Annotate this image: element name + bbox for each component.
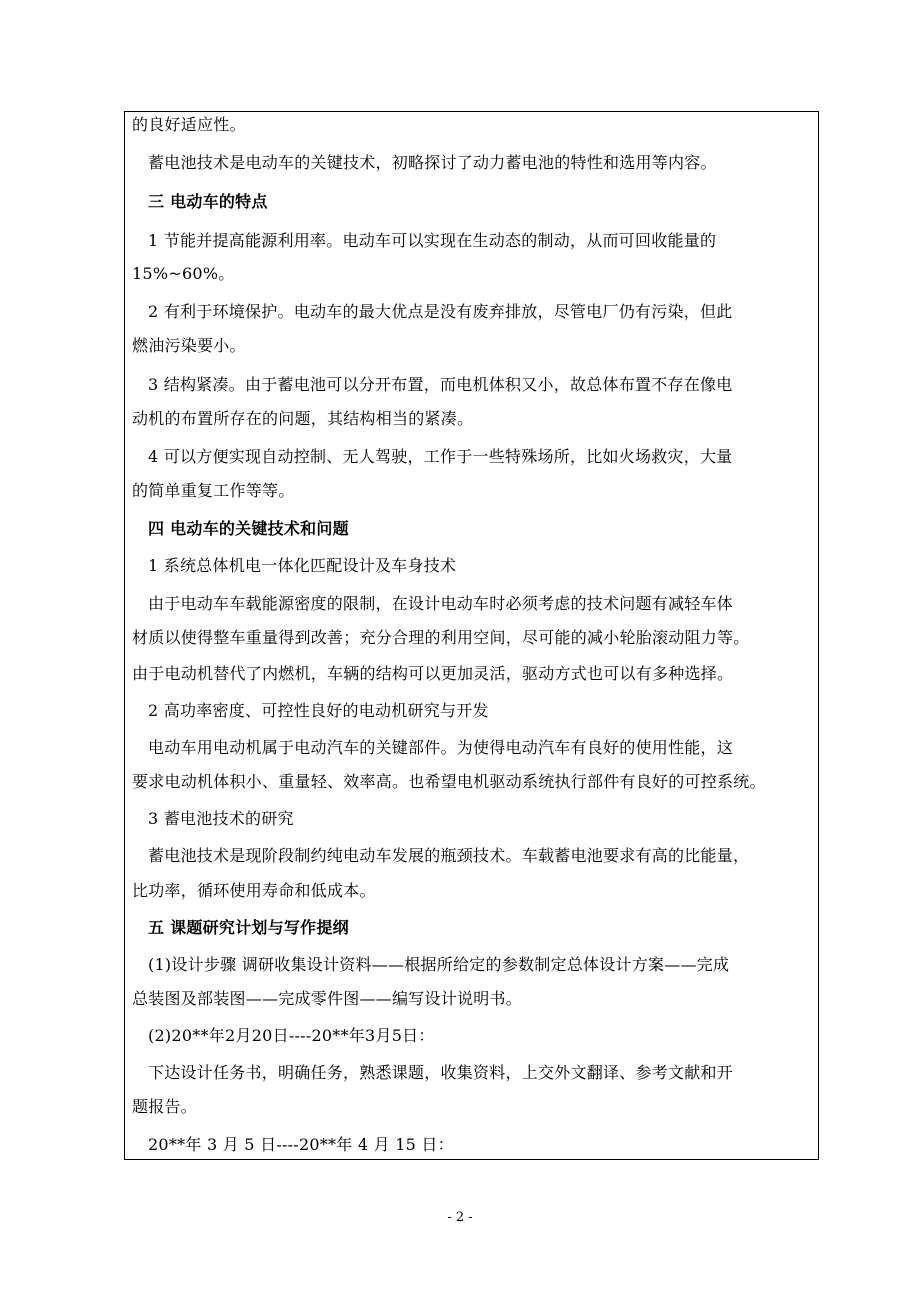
paragraph-line: 比功率，循环使用寿命和低成本。 xyxy=(132,881,376,900)
paragraph-line: 蓄电池技术是电动车的关键技术，初略探讨了动力蓄电池的特性和选用等内容。 xyxy=(148,153,717,172)
subsection-heading: 2 高功率密度、可控性良好的电动机研究与开发 xyxy=(148,701,489,720)
paragraph-line: 2 有利于环境保护。电动车的最大优点是没有废弃排放，尽管电厂仍有污染，但此 xyxy=(148,302,733,321)
section-heading: 三 电动车的特点 xyxy=(148,192,268,211)
page-number: - 2 - xyxy=(447,1210,473,1225)
section-heading: 五 课题研究计划与写作提纲 xyxy=(148,918,349,937)
paragraph-line: 电动车用电动机属于电动汽车的关键部件。为使得电动汽车有良好的使用性能，这 xyxy=(148,738,734,757)
paragraph-line: 由于电动机替代了内燃机，车辆的结构可以更加灵活，驱动方式也可以有多种选择。 xyxy=(132,664,734,683)
paragraph-line: 燃油污染要小。 xyxy=(132,336,246,355)
paragraph-line: 20**年 3 月 5 日----20**年 4 月 15 日： xyxy=(148,1135,454,1154)
section-heading: 四 电动车的关键技术和问题 xyxy=(148,519,349,538)
paragraph-line: 的简单重复工作等等。 xyxy=(132,481,295,500)
paragraph-line: 下达设计任务书，明确任务，熟悉课题，收集资料，上交外文翻译、参考文献和开 xyxy=(148,1063,734,1082)
paragraph-line: 要求电动机体积小、重量轻、效率高。也希望电机驱动系统执行部件有良好的可控系统。 xyxy=(132,772,766,791)
subsection-heading: 1 系统总体机电一体化匹配设计及车身技术 xyxy=(148,556,457,575)
paragraph-line: 材质以使得整车重量得到改善；充分合理的利用空间，尽可能的减小轮胎滚动阻力等。 xyxy=(132,628,750,647)
paragraph-line: 3 结构紧凑。由于蓄电池可以分开布置，而电机体积又小，故总体布置不存在像电 xyxy=(148,375,733,394)
paragraph-line: 4 可以方便实现自动控制、无人驾驶，工作于一些特殊场所，比如火场救灾，大量 xyxy=(148,447,733,466)
paragraph-line: 蓄电池技术是现阶段制约纯电动车发展的瓶颈技术。车载蓄电池要求有高的比能量， xyxy=(148,846,750,865)
paragraph-line: 由于电动车车载能源密度的限制，在设计电动车时必须考虑的技术问题有减轻车体 xyxy=(148,594,734,613)
paragraph-line: 15%~60%。 xyxy=(132,264,235,283)
subsection-heading: 3 蓄电池技术的研究 xyxy=(148,809,294,828)
paragraph-line: 动机的布置所存在的问题，其结构相当的紧凑。 xyxy=(132,409,474,428)
paragraph-line: 的良好适应性。 xyxy=(132,115,246,134)
paragraph-line: (1)设计步骤 调研收集设计资料——根据所给定的参数制定总体设计方案——完成 xyxy=(148,955,730,974)
paragraph-line: 总装图及部装图——完成零件图——编写设计说明书。 xyxy=(132,989,523,1008)
paragraph-line: 1 节能并提高能源利用率。电动车可以实现在生动态的制动，从而可回收能量的 xyxy=(148,231,717,250)
paragraph-line: (2)20**年2月20日----20**年3月5日： xyxy=(148,1026,435,1045)
paragraph-line: 题报告。 xyxy=(132,1097,198,1116)
